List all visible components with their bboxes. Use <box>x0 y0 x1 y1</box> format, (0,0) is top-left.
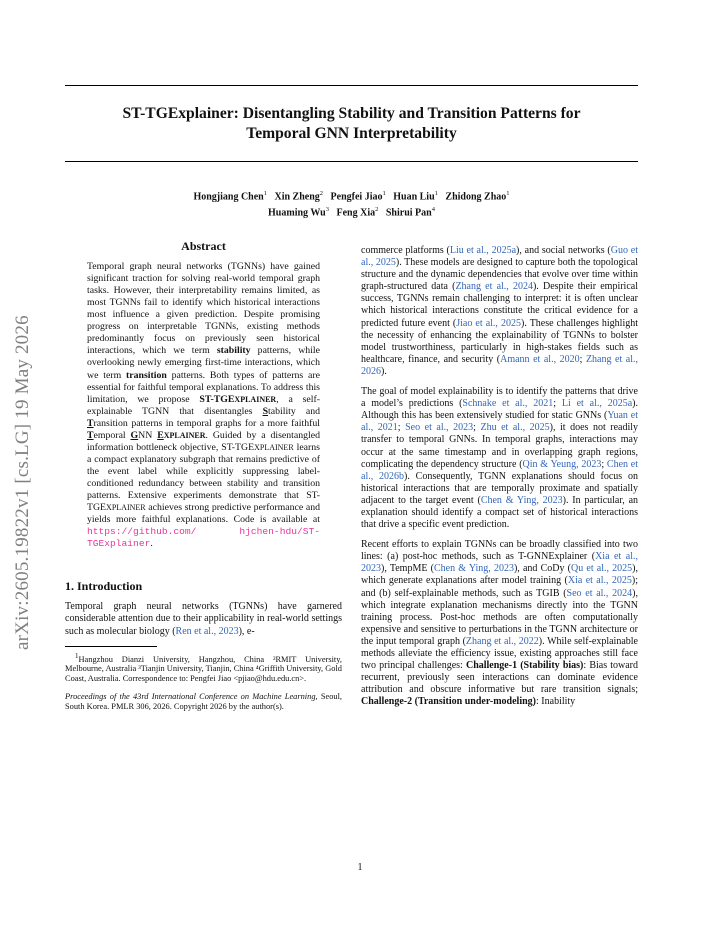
right-column <box>361 245 638 716</box>
abstract-heading: Abstract <box>181 239 226 253</box>
affiliation-footnote: $^1$Hangzhou Dianzi University, Hangzhou, China ²RMIT University, Melbourne, Australia ³Tianjin University, Tianjin, China ⁴Griffith University, Gold Coast, Australia. Correspondence to: Pengfei Jiao <pjiao@hdu.edu.cn>. <box>65 651 342 684</box>
arxiv-identifier: arXiv:2605.19822v1 [cs.LG] 19 May 2026 <box>12 315 33 650</box>
page-number: 1 <box>357 862 363 873</box>
proceedings-footnote: Proceedings of the 43rd International Conference on Machine Learning, Seoul, South Korea. PMLR 306, 2026. Copyright 2026 by the author(s). <box>65 692 343 712</box>
author: Huan Liu <box>393 191 435 203</box>
introduction-heading: 1. Introduction <box>65 579 143 594</box>
intro-paragraph-left: Temporal graph neural networks (TGNNs) have garnered considerable attention due to their applicability in real-world settings such as molecular biology (Ren et al., 2023), e- <box>65 601 342 637</box>
author: Pengfei Jiao <box>330 191 383 203</box>
title-rule-bottom <box>65 161 638 162</box>
author: Hongjiang Chen <box>193 191 264 203</box>
paper-title: ST-TGExplainer: Disentangling Stability and Transition Patterns for Temporal GNN Interpretability <box>122 105 581 142</box>
author: Feng Xia <box>336 207 376 219</box>
footnote-rule <box>65 646 157 647</box>
intro-paragraph-1: commerce platforms (Liu et al., 2025a), and social networks (Guo et al., 2025). These models are designed to capture both the topological structure and the dynamic dependencies that evolve over time within graph-structured data (Zhang et al., 2024). Despite their empirical success, TGNNs remain challenging to interpret: it is often unclear which historical interactions constitute the critical evidence for a predicted future event (Jiao et al., 2025). These challenges highlight the necessity of enhancing the explainability of TGNNs to bolster model trustworthiness, particularly in high-stakes fields such as healthcare, finance, and security (Amann et al., 2020; Zhang et al., 2026). <box>361 245 639 377</box>
intro-paragraph-2: The goal of model explainability is to identify the patterns that drive a model’s predictions (Schnake et al., 2021; Li et al., 2025a). Although this has been extensively studied for static GNNs (Yuan et al., 2021; Seo et al., 2023; Zhu et al., 2025), it does not readily transfer to temporal GNNs. In temporal graphs, interactions may occur at the same timestamp and in overlapping graph regions, complicating the dependency structure (Qin & Yeung, 2023; Chen et al., 2026b). Consequently, TGNN explanations should focus on historical interactions that are temporally proximate and spatially adjacent to the target event (Chen & Ying, 2023). In particular, an explanation should identify a compact set of historical interactions that drive a specific event prediction. <box>361 386 639 531</box>
author-list <box>65 187 638 220</box>
left-column <box>65 240 342 720</box>
author-line-1: Hongjiang Chen$^1$ Xin Zheng$^2$ Pengfei Jiao$^1$ Huan Liu$^1$ Zhidong Zhao$^1$ <box>193 190 510 203</box>
abstract-body: Temporal graph neural networks (TGNNs) have gained significant traction for solving real-world temporal graph tasks. However, their interpretability remains limited, as most TGNNs fail to identify which historical interactions most influence a given prediction. Despite promising progress on interpretable TGNNs, existing methods predominantly focus on previously seen historical interactions, which we term stability patterns, while overlooking newly emerging first-time interactions, which we term transition patterns. Both types of patterns are essential for faithful temporal explanations. To address this limitation, we propose ST-TGEXPLAINER, a self-explainable TGNN that disentangles Stability and Transition patterns in temporal graphs for a more faithful Temporal GNN EXPLAINER. Guided by a disentangled information bottleneck objective, ST-TGEXPLAINER learns a compact explanatory subgraph that remains predictive of the event label while explicitly suppressing label-conditioned redundancy between stability and transition patterns. Extensive experiments demonstrate that ST-TGEXPLAINER achieves strong predictive performance and yields more faithful explanations. Code is available at https://github.com/ hjchen-hdu/ST-TGExplainer. <box>87 261 320 550</box>
title-rule-top <box>65 85 638 86</box>
author: Xin Zheng <box>274 191 320 203</box>
code-link[interactable]: https://github.com/ hjchen-hdu/ST-TGExplainer <box>87 526 320 550</box>
author-line-2: Huaming Wu$^3$ Feng Xia$^2$ Shirui Pan$^4$ <box>268 206 435 219</box>
author: Zhidong Zhao <box>445 191 507 203</box>
author: Huaming Wu <box>268 207 326 219</box>
author: Shirui Pan <box>385 207 432 219</box>
intro-paragraph-3: Recent efforts to explain TGNNs can be broadly classified into two lines: (a) post-hoc methods, such as T-GNNExplainer (Xia et al., 2023), TempME (Chen & Ying, 2023), and CoDy (Qu et al., 2025), which generate explanations after model training (Xia et al., 2025); and (b) self-explainable methods, such as TGIB (Seo et al., 2024), which integrate explanation mechanisms directly into the TGNN training process. Post-hoc methods are often computationally expensive and sensitive to perturbations in the TGNN architecture or the input temporal graph (Zhang et al., 2022). While self-explainable methods alleviate the efficiency issue, existing approaches still face two principal challenges: Challenge-1 (Stability bias): Bias toward recurrent, previously seen interactions can dominate evidence attribution and obscure informative but rare transition signals; Challenge-2 (Transition under-modeling): Inability <box>361 539 639 708</box>
